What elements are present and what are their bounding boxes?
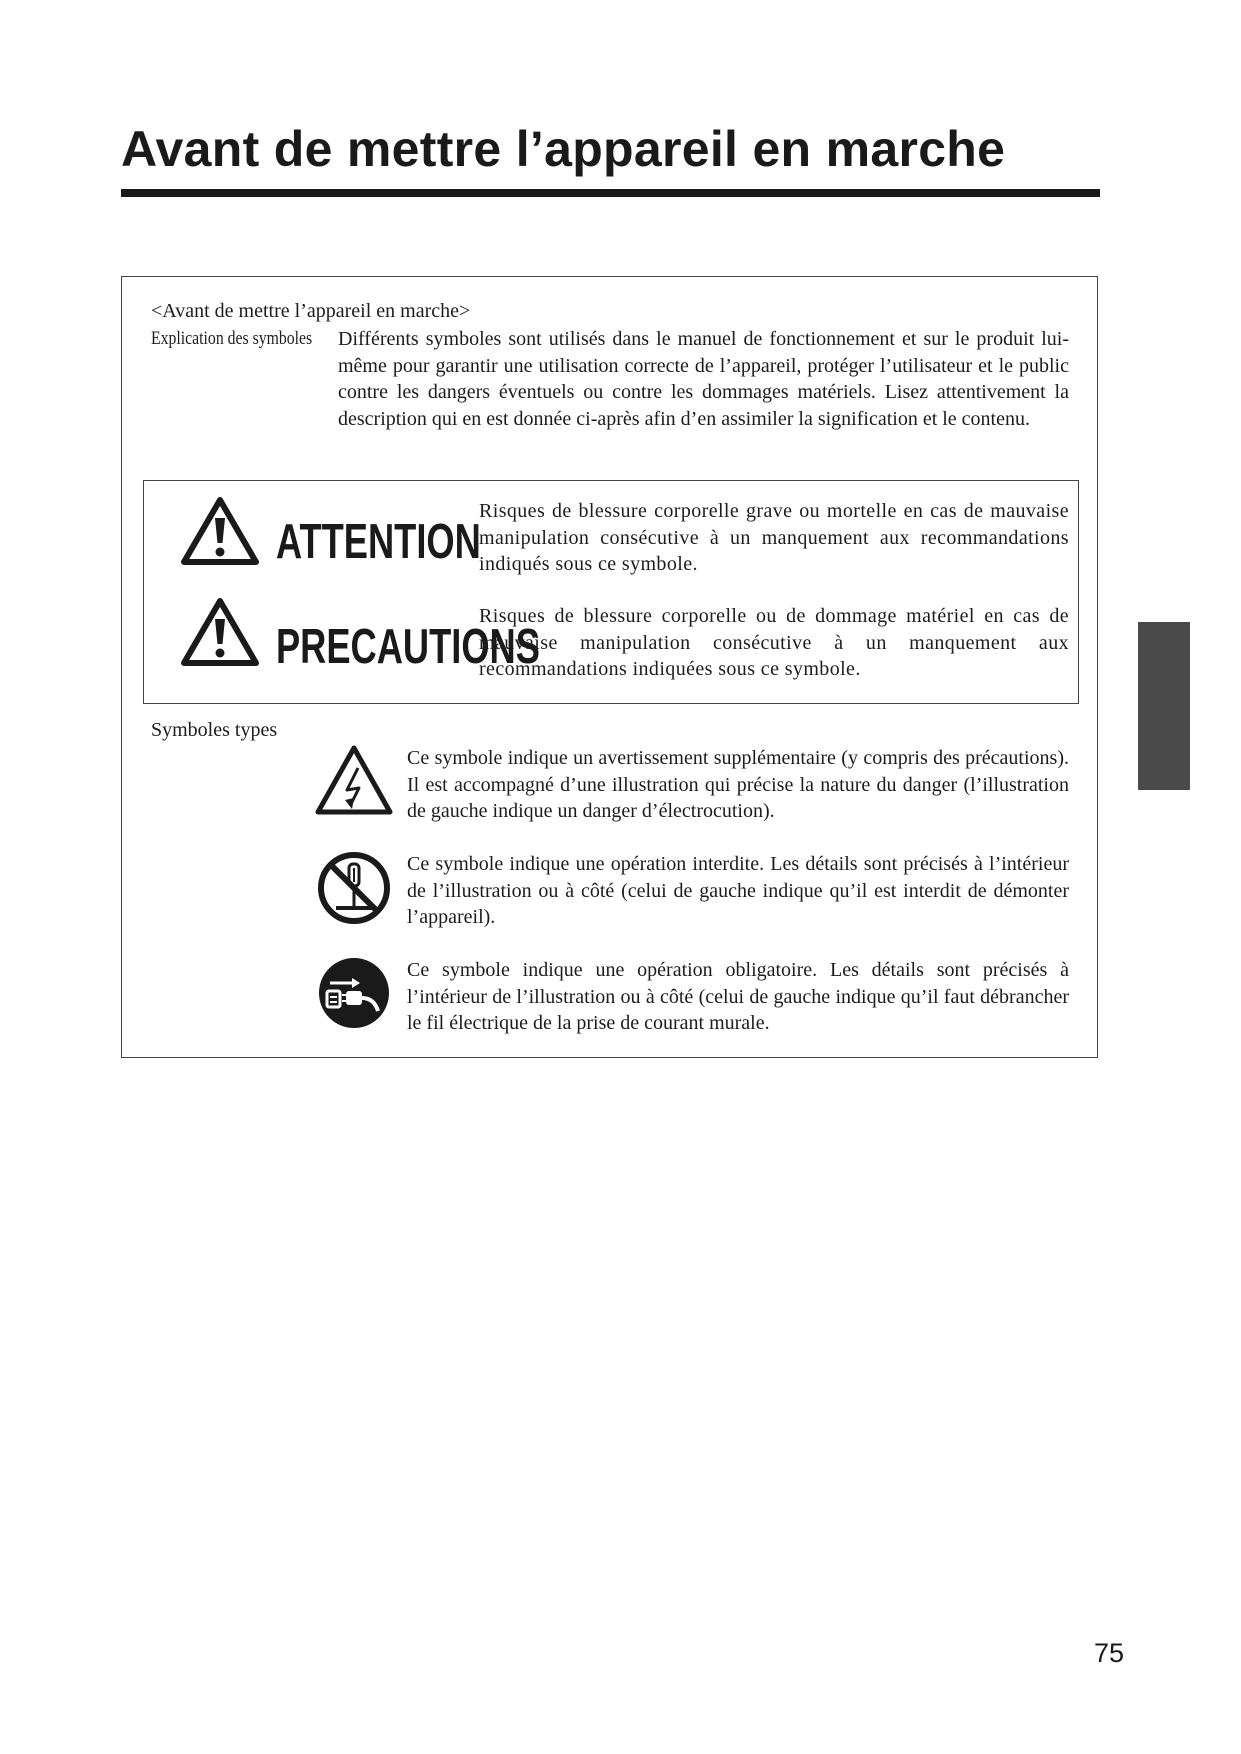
section-tab-marker	[1138, 622, 1190, 790]
intro-paragraph: Différents symboles sont utilisés dans le manuel de fonctionnement et sur le produit lui-même pour garantir une utilisation correcte de l’appareil, protéger l’utilisateur et le public contre les dangers éventuels ou contre les dommages matériels. Lisez attentivement la description qui en est donnée ci-après afin d’en assimiler la signification et le contenu.	[338, 328, 1069, 430]
symbol-type-description: Ce symbole indique une opération interdite. Les détails sont précisés à l’intérieur de l’illustration ou à côté (celui de gauche indique qu’il est interdit de démonter l’appareil).	[407, 853, 1069, 928]
symbol-type-description: Ce symbole indique un avertissement supplémentaire (y compris des précautions). Il est accompagné d’une illustration qui précise la nature du danger (l’illustration de gauche indique un danger d’électrocution).	[407, 747, 1069, 822]
precautions-label: PRECAUTIONS	[276, 620, 540, 674]
symbol-type-description: Ce symbole indique une opération obligatoire. Les détails sont précisés à l’intérieur de l’illustration ou à côté (celui de gauche indique qu’il faut débrancher le fil électrique de la prise de courant murale.	[407, 959, 1069, 1034]
unplug-power-icon	[314, 953, 394, 1033]
intro-heading: <Avant de mettre l’appareil en marche>	[151, 300, 471, 322]
page-number: 75	[1094, 1638, 1125, 1668]
no-disassembly-icon	[314, 848, 394, 928]
attention-label: ATTENTION	[276, 515, 481, 569]
page-title: Avant de mettre l’appareil en marche	[121, 121, 1006, 177]
warning-triangle-icon	[180, 597, 260, 667]
precautions-description: Risques de blessure corporelle ou de dommage matériel en cas de mauvaise manipulation consécutive à un manquement aux recommandations indiquées sous ce symbole.	[479, 605, 1069, 680]
attention-description: Risques de blessure corporelle grave ou mortelle en cas de mauvaise manipulation consécutive à un manquement aux recommandations indiqués sous ce symbole.	[479, 500, 1069, 575]
symbol-types-label: Symboles types	[151, 719, 278, 741]
symbols-explanation-label: Explication des symboles	[151, 328, 313, 349]
warning-triangle-icon	[180, 496, 260, 566]
electric-shock-warning-icon	[314, 740, 394, 820]
title-rule	[121, 189, 1100, 197]
